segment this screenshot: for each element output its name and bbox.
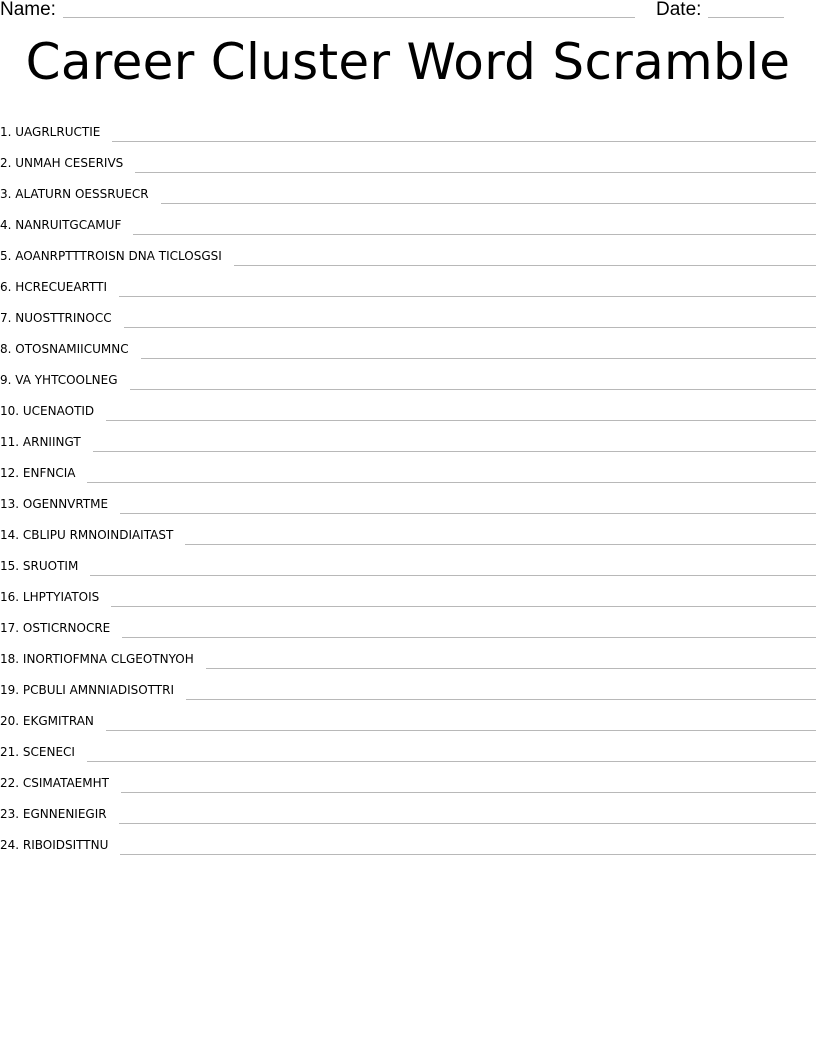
list-item: [0, 451, 816, 482]
scrambled-word: 1. UAGRLRUCTIE: [0, 125, 101, 139]
scrambled-word: 23. EGNNENIEGIR: [0, 807, 107, 821]
list-item: [0, 203, 816, 234]
scrambled-word: 8. OTOSNAMIICUMNC: [0, 342, 129, 356]
scramble-list: [0, 110, 816, 854]
date-field-line: [708, 17, 784, 18]
answer-line: [87, 482, 816, 483]
answer-line: [186, 699, 816, 700]
scrambled-word: 7. NUOSTTRINOCC: [0, 311, 112, 325]
scrambled-word: 2. UNMAH CESERIVS: [0, 156, 124, 170]
list-item: [0, 730, 816, 761]
page-title: Career Cluster Word Scramble: [25, 33, 791, 91]
answer-line: [112, 141, 816, 142]
answer-line: [234, 265, 816, 266]
scrambled-word: 3. ALATURN OESSRUECR: [0, 187, 149, 201]
answer-line: [90, 575, 816, 576]
scrambled-word: 21. SCENECI: [0, 745, 75, 759]
scrambled-word: 4. NANRUITGCAMUF: [0, 218, 122, 232]
answer-line: [124, 327, 816, 328]
name-label: Name:: [0, 0, 56, 20]
answer-line: [119, 823, 816, 824]
scrambled-word: 19. PCBULI AMNNIADISOTTRI: [0, 683, 174, 697]
answer-line: [87, 761, 816, 762]
list-item: [0, 389, 816, 420]
name-date-header: [0, 0, 816, 22]
list-item: [0, 606, 816, 637]
list-item: [0, 327, 816, 358]
answer-line: [120, 513, 816, 514]
answer-line: [106, 420, 816, 421]
list-item: [0, 296, 816, 327]
answer-line: [135, 172, 816, 173]
answer-line: [106, 730, 816, 731]
list-item: [0, 544, 816, 575]
list-item: [0, 265, 816, 296]
list-item: [0, 234, 816, 265]
scrambled-word: 17. OSTICRNOCRE: [0, 621, 111, 635]
list-item: [0, 513, 816, 544]
answer-line: [120, 854, 816, 855]
answer-line: [185, 544, 816, 545]
name-field-line: [63, 17, 635, 18]
answer-line: [161, 203, 816, 204]
scrambled-word: 13. OGENNVRTME: [0, 497, 109, 511]
scrambled-word: 16. LHPTYIATOIS: [0, 590, 100, 604]
scrambled-word: 15. SRUOTIM: [0, 559, 79, 573]
answer-line: [111, 606, 816, 607]
list-item: [0, 110, 816, 141]
scrambled-word: 22. CSIMATAEMHT: [0, 776, 109, 790]
scrambled-word: 18. INORTIOFMNA CLGEOTNYOH: [0, 652, 194, 666]
scrambled-word: 14. CBLIPU RMNOINDIAITAST: [0, 528, 174, 542]
list-item: [0, 575, 816, 606]
list-item: [0, 792, 816, 823]
scrambled-word: 20. EKGMITRAN: [0, 714, 94, 728]
scrambled-word: 10. UCENAOTID: [0, 404, 95, 418]
scrambled-word: 5. AOANRPTTTROISN DNA TICLOSGSI: [0, 249, 222, 263]
scrambled-word: 12. ENFNCIA: [0, 466, 76, 480]
scrambled-word: 9. VA YHTCOOLNEG: [0, 373, 118, 387]
list-item: [0, 823, 816, 854]
answer-line: [130, 389, 816, 390]
scrambled-word: 11. ARNIINGT: [0, 435, 81, 449]
answer-line: [122, 637, 816, 638]
list-item: [0, 637, 816, 668]
list-item: [0, 668, 816, 699]
scrambled-word: 6. HCRECUEARTTI: [0, 280, 107, 294]
list-item: [0, 172, 816, 203]
list-item: [0, 699, 816, 730]
date-label: Date:: [656, 0, 702, 20]
list-item: [0, 358, 816, 389]
list-item: [0, 761, 816, 792]
answer-line: [121, 792, 816, 793]
answer-line: [206, 668, 816, 669]
list-item: [0, 141, 816, 172]
answer-line: [133, 234, 816, 235]
list-item: [0, 420, 816, 451]
answer-line: [141, 358, 816, 359]
scrambled-word: 24. RIBOIDSITTNU: [0, 838, 109, 852]
list-item: [0, 482, 816, 513]
answer-line: [119, 296, 816, 297]
answer-line: [93, 451, 816, 452]
